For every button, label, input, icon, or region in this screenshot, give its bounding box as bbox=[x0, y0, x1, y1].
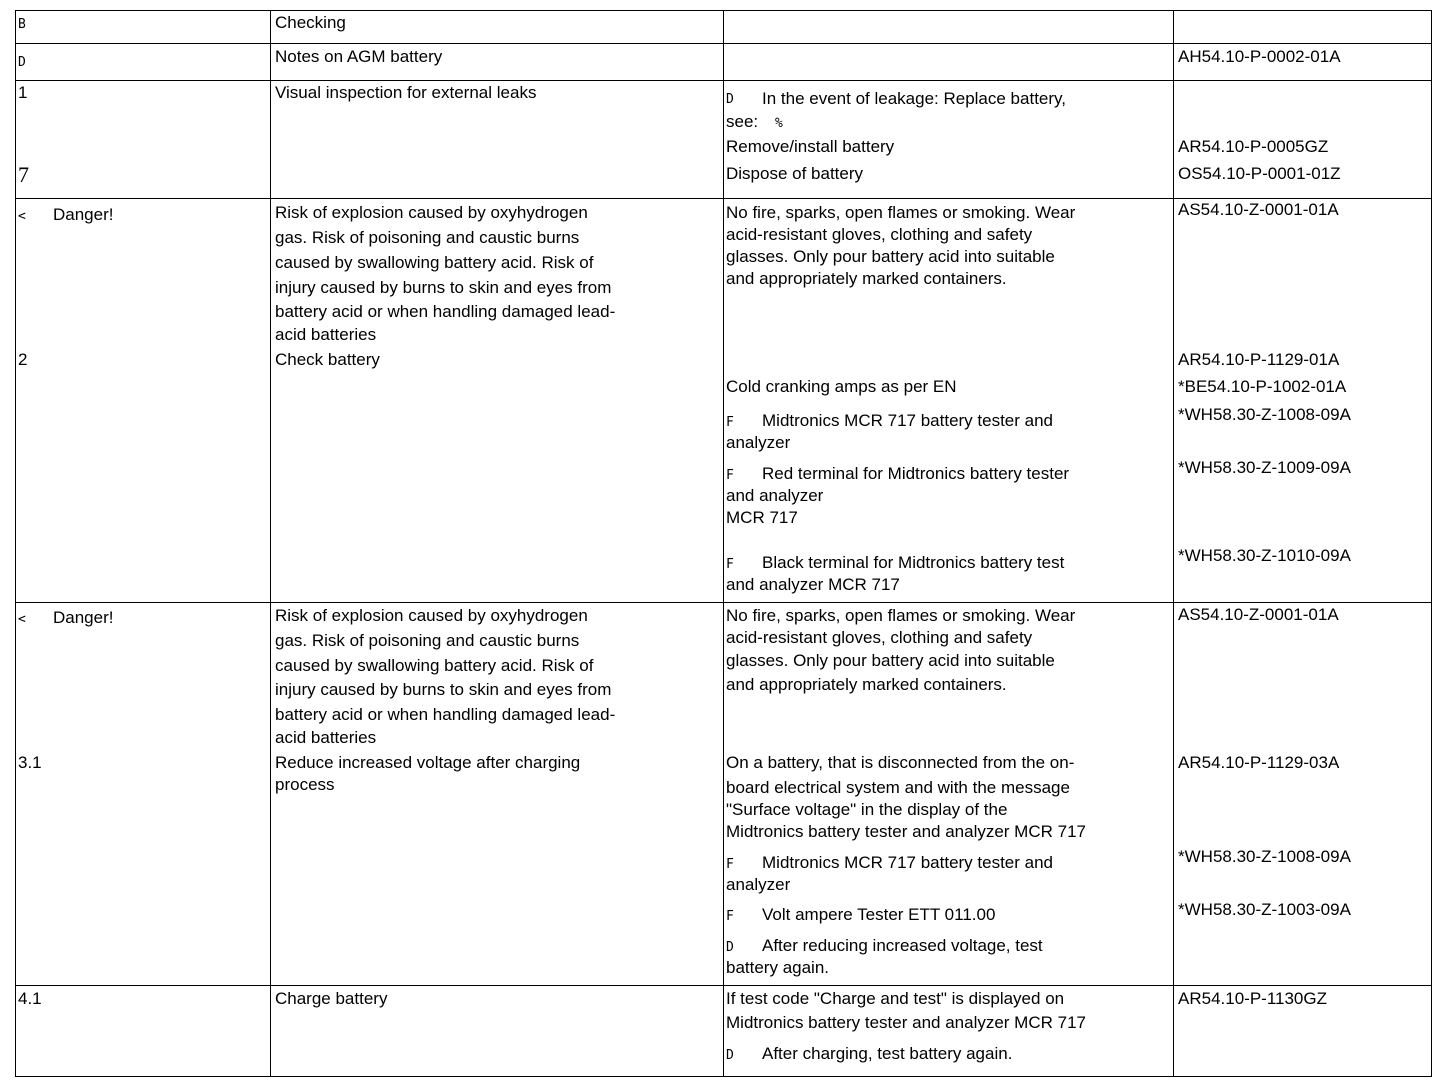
tool-text: analyzer bbox=[726, 433, 791, 452]
step-title: process bbox=[275, 775, 335, 794]
safety-measure-text: No fire, sparks, open flames or smoking. Wear bbox=[726, 606, 1076, 625]
tool-text: Red terminal for Midtronics battery tester bbox=[762, 464, 1070, 483]
tool-symbol: F bbox=[726, 557, 734, 572]
step-title: Charge battery bbox=[275, 989, 388, 1008]
instruction-text: Cold cranking amps as per EN bbox=[726, 377, 957, 396]
row-divider bbox=[15, 80, 1432, 81]
tool-symbol: F bbox=[726, 468, 734, 483]
risk-text: battery acid or when handling damaged lead- bbox=[275, 302, 616, 321]
instruction-text: On a battery, that is disconnected from the on- bbox=[726, 753, 1075, 772]
work-procedure-table bbox=[15, 10, 1432, 1077]
risk-text: caused by swallowing battery acid. Risk of bbox=[275, 656, 594, 675]
document-reference: AR54.10-P-1129-03A bbox=[1178, 753, 1340, 772]
tool-symbol: F bbox=[726, 909, 734, 924]
risk-text: Risk of explosion caused by oxyhydrogen bbox=[275, 606, 588, 625]
safety-measure-text: and appropriately marked containers. bbox=[726, 675, 1007, 694]
document-reference: AH54.10-P-0002-01A bbox=[1178, 47, 1341, 66]
risk-text: injury caused by burns to skin and eyes from bbox=[275, 680, 612, 699]
instruction-text: "Surface voltage" in the display of the bbox=[726, 800, 1008, 819]
step-number: 2 bbox=[18, 350, 28, 369]
document-reference: *BE54.10-P-1002-01A bbox=[1178, 377, 1347, 396]
column-divider bbox=[1173, 10, 1174, 1077]
row-divider bbox=[15, 985, 1432, 986]
column-divider bbox=[270, 10, 271, 1077]
inspection-symbol: B bbox=[18, 17, 26, 32]
table-border-right bbox=[1431, 10, 1432, 1077]
tool-text: Volt ampere Tester ETT 011.00 bbox=[762, 905, 996, 924]
step-number: 4.1 bbox=[18, 989, 42, 1008]
tool-text: MCR 717 bbox=[726, 508, 798, 527]
table-border-bottom bbox=[15, 1076, 1432, 1077]
risk-text: injury caused by burns to skin and eyes from bbox=[275, 278, 612, 297]
instruction-text: see: bbox=[726, 112, 759, 131]
step-title: Check battery bbox=[275, 350, 380, 369]
tool-text: analyzer bbox=[726, 875, 791, 894]
safety-measure-text: acid-resistant gloves, clothing and safety bbox=[726, 628, 1033, 647]
note-symbol: D bbox=[726, 940, 734, 955]
safety-measure-text: acid-resistant gloves, clothing and safety bbox=[726, 225, 1033, 244]
note-symbol: D bbox=[18, 55, 26, 70]
risk-text: gas. Risk of poisoning and caustic burns bbox=[275, 631, 580, 650]
danger-label: Danger! bbox=[53, 205, 114, 224]
tool-text: Midtronics MCR 717 battery tester and bbox=[762, 411, 1054, 430]
instruction-text: Midtronics battery tester and analyzer MCR 717 bbox=[726, 822, 1086, 841]
document-reference: AR54.10-P-1129-01A bbox=[1178, 350, 1340, 369]
document-reference: AR54.10-P-1130GZ bbox=[1178, 989, 1327, 1008]
safety-measure-text: glasses. Only pour battery acid into suitable bbox=[726, 651, 1055, 670]
instruction-text: Remove/install battery bbox=[726, 137, 895, 156]
risk-text: caused by swallowing battery acid. Risk of bbox=[275, 253, 594, 272]
column-divider bbox=[723, 10, 724, 1077]
instruction-text: Dispose of battery bbox=[726, 164, 864, 183]
instruction-text: If test code "Charge and test" is displayed on bbox=[726, 989, 1065, 1008]
table-border-top bbox=[15, 10, 1432, 11]
step-title: Notes on AGM battery bbox=[275, 47, 443, 66]
document-reference: *WH58.30-Z-1008-09A bbox=[1178, 847, 1351, 866]
instruction-text: After charging, test battery again. bbox=[762, 1044, 1013, 1063]
step-title: Reduce increased voltage after charging bbox=[275, 753, 581, 772]
safety-measure-text: glasses. Only pour battery acid into suitable bbox=[726, 247, 1055, 266]
document-reference: *WH58.30-Z-1003-09A bbox=[1178, 900, 1351, 919]
safety-measure-text: No fire, sparks, open flames or smoking. Wear bbox=[726, 203, 1076, 222]
warning-symbol: < bbox=[18, 612, 26, 627]
document-reference: AS54.10-Z-0001-01A bbox=[1178, 200, 1339, 219]
see-reference-symbol: % bbox=[775, 116, 783, 131]
tool-symbol: F bbox=[726, 415, 734, 430]
step-marker: 7 bbox=[18, 162, 29, 187]
step-number: 1 bbox=[18, 83, 28, 102]
tool-text: Midtronics MCR 717 battery tester and bbox=[762, 853, 1054, 872]
risk-text: battery acid or when handling damaged lead- bbox=[275, 705, 616, 724]
document-reference: AS54.10-Z-0001-01A bbox=[1178, 605, 1339, 624]
tool-symbol: F bbox=[726, 857, 734, 872]
danger-label: Danger! bbox=[53, 608, 114, 627]
document-reference: *WH58.30-Z-1010-09A bbox=[1178, 546, 1351, 565]
step-title: Visual inspection for external leaks bbox=[275, 83, 537, 102]
note-symbol: D bbox=[726, 1048, 734, 1063]
row-divider bbox=[15, 198, 1432, 199]
safety-measure-text: and appropriately marked containers. bbox=[726, 269, 1007, 288]
document-reference: *WH58.30-Z-1008-09A bbox=[1178, 405, 1351, 424]
instruction-text: board electrical system and with the message bbox=[726, 778, 1070, 797]
instruction-text: Midtronics battery tester and analyzer MCR 717 bbox=[726, 1013, 1086, 1032]
tool-text: and analyzer bbox=[726, 486, 824, 505]
document-reference: *WH58.30-Z-1009-09A bbox=[1178, 458, 1351, 477]
tool-text: and analyzer MCR 717 bbox=[726, 575, 900, 594]
risk-text: acid batteries bbox=[275, 728, 377, 747]
risk-text: Risk of explosion caused by oxyhydrogen bbox=[275, 203, 588, 222]
warning-symbol: < bbox=[18, 209, 26, 224]
table-border-left bbox=[15, 10, 16, 1077]
tool-text: Black terminal for Midtronics battery test bbox=[762, 553, 1065, 572]
instruction-text: After reducing increased voltage, test bbox=[762, 936, 1043, 955]
section-title: Checking bbox=[275, 13, 346, 32]
note-symbol: D bbox=[726, 92, 734, 107]
row-divider bbox=[15, 43, 1432, 44]
instruction-text: battery again. bbox=[726, 958, 830, 977]
step-number: 3.1 bbox=[18, 753, 42, 772]
risk-text: acid batteries bbox=[275, 325, 377, 344]
instruction-text: In the event of leakage: Replace battery, bbox=[762, 89, 1066, 108]
document-reference: AR54.10-P-0005GZ bbox=[1178, 137, 1329, 156]
row-divider bbox=[15, 602, 1432, 603]
document-reference: OS54.10-P-0001-01Z bbox=[1178, 164, 1341, 183]
risk-text: gas. Risk of poisoning and caustic burns bbox=[275, 228, 580, 247]
